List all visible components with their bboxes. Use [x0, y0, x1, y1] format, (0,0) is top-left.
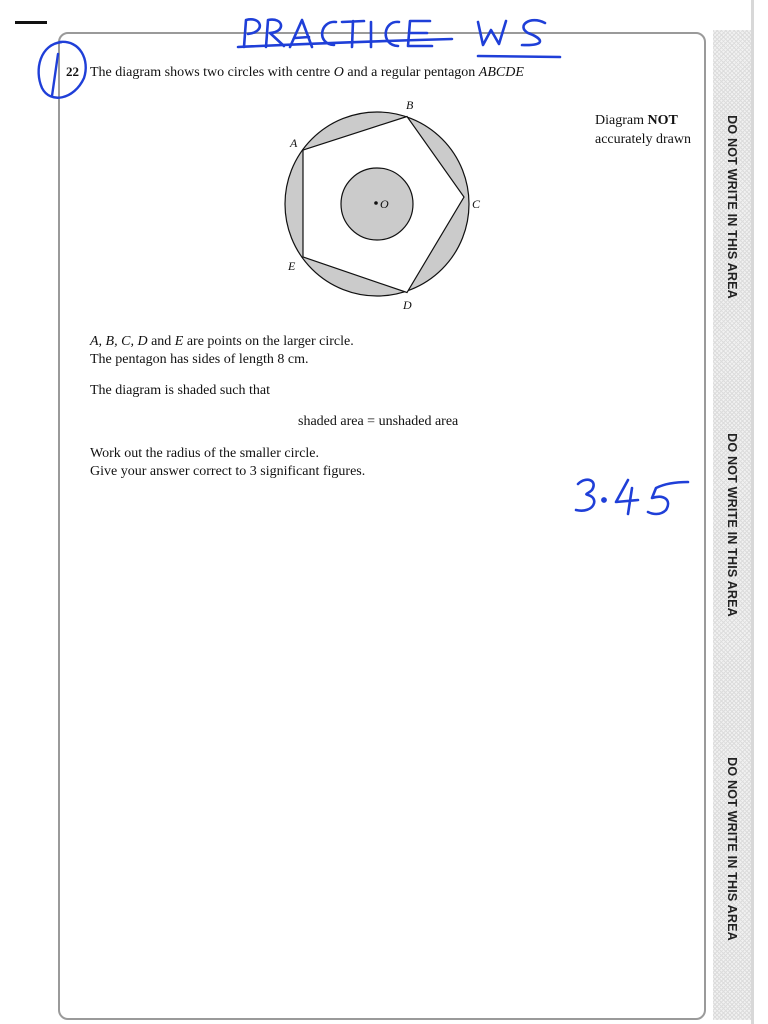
points-line: [90, 333, 354, 351]
intro-text-1: The diagram shows two circles with centre: [90, 65, 334, 80]
sides-line: The pentagon has sides of length 8 cm.: [90, 352, 309, 367]
diagram-note: [595, 111, 691, 149]
area-equation: shaded area = unshaded area: [298, 414, 459, 429]
centre-point: [374, 201, 378, 205]
margin-warning-1: DO NOT WRITE IN THIS AREA: [725, 115, 739, 299]
label-b: B: [406, 98, 414, 112]
points-italic: A, B, C, D: [90, 334, 148, 349]
give-answer-line: Give your answer correct to 3 significant figures.: [90, 464, 366, 479]
label-e: E: [288, 259, 296, 273]
label-d: D: [403, 298, 412, 312]
points-rest: are points on the larger circle.: [183, 334, 354, 349]
note-line-1: [595, 111, 691, 130]
label-a: A: [290, 136, 298, 150]
pentagon-label: ABCDE: [478, 65, 524, 80]
points-e: E: [174, 334, 184, 349]
label-c: C: [472, 197, 481, 211]
note-line-2: accurately drawn: [595, 132, 691, 147]
note-plain: Diagram: [595, 113, 648, 128]
intro-text-2: and a regular pentagon: [343, 65, 479, 80]
shaded-intro: The diagram is shaded such that: [90, 383, 271, 398]
margin-warning-2: DO NOT WRITE IN THIS AREA: [725, 433, 739, 617]
note-bold: NOT: [647, 113, 678, 128]
page-edge: [751, 0, 754, 1024]
label-o: O: [380, 197, 389, 211]
question-intro: [90, 64, 524, 82]
centre-label: O: [333, 65, 344, 80]
question-number: 22: [66, 64, 79, 79]
margin-warning-3: DO NOT WRITE IN THIS AREA: [725, 757, 739, 941]
handwritten-answer: [568, 470, 708, 530]
points-and: and: [147, 334, 175, 349]
work-out-line: Work out the radius of the smaller circle.: [90, 446, 320, 461]
circle-pentagon-diagram: [270, 95, 500, 317]
